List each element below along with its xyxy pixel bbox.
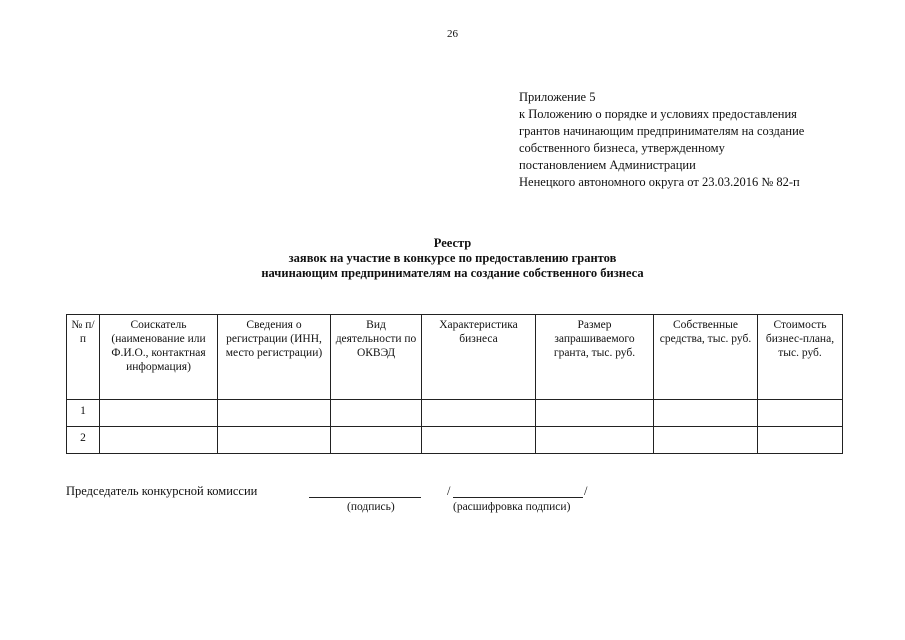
table-cell bbox=[331, 400, 422, 427]
signature-decoding-line bbox=[453, 496, 583, 498]
header-business-plan-cost: Стоимость бизнес-плана, тыс. руб. bbox=[758, 315, 843, 400]
appendix-line: к Положению о порядке и условиях предоставления bbox=[519, 107, 797, 121]
appendix-line: собственного бизнеса, утвержденному bbox=[519, 141, 725, 155]
table-row bbox=[67, 400, 843, 427]
table-cell bbox=[536, 400, 654, 427]
appendix-line: постановлением Администрации bbox=[519, 158, 696, 172]
header-applicant: Соискатель (наименование или Ф.И.О., контактная информация) bbox=[100, 315, 218, 400]
table-cell: 2 bbox=[67, 427, 100, 454]
title-line: Реестр bbox=[433, 236, 472, 250]
registry-table bbox=[66, 314, 843, 454]
table-cell bbox=[422, 427, 536, 454]
appendix-line: Приложение 5 bbox=[519, 90, 596, 104]
page-number: 26 bbox=[447, 28, 458, 40]
table-cell bbox=[100, 427, 218, 454]
header-grant-amount: Размер запрашиваемого гранта, тыс. руб. bbox=[536, 315, 654, 400]
table-row bbox=[67, 427, 843, 454]
signature-label: Председатель конкурсной комиссии bbox=[66, 484, 258, 498]
title-line: заявок на участие в конкурсе по предоставлению грантов bbox=[288, 251, 617, 265]
header-registration: Сведения о регистрации (ИНН, место регистрации) bbox=[218, 315, 331, 400]
header-own-funds: Собственные средства, тыс. руб. bbox=[654, 315, 758, 400]
table-cell bbox=[218, 400, 331, 427]
signature-caption: (подпись) bbox=[347, 501, 395, 513]
slash-open: / bbox=[447, 484, 451, 498]
table-header-row bbox=[67, 315, 843, 400]
table-cell bbox=[654, 400, 758, 427]
table-cell bbox=[758, 400, 843, 427]
table-cell bbox=[536, 427, 654, 454]
appendix-line: Ненецкого автономного округа от 23.03.2016 № 82-п bbox=[519, 175, 800, 189]
table-cell bbox=[100, 400, 218, 427]
slash-close: / bbox=[584, 484, 588, 498]
table-cell: 1 bbox=[67, 400, 100, 427]
table-cell bbox=[422, 400, 536, 427]
decoding-caption: (расшифровка подписи) bbox=[453, 501, 571, 513]
appendix-note bbox=[519, 89, 859, 191]
header-business-description: Характеристика бизнеса bbox=[422, 315, 536, 400]
table-cell bbox=[218, 427, 331, 454]
document-title bbox=[0, 236, 905, 281]
signature-block bbox=[66, 484, 666, 524]
table-cell bbox=[331, 427, 422, 454]
signature-line bbox=[309, 496, 421, 498]
header-number: № п/п bbox=[67, 315, 100, 400]
appendix-line: грантов начинающим предпринимателям на создание bbox=[519, 124, 805, 138]
title-line: начинающим предпринимателям на создание собственного бизнеса bbox=[261, 266, 644, 280]
table-cell bbox=[654, 427, 758, 454]
table-cell bbox=[758, 427, 843, 454]
header-activity: Вид деятельности по ОКВЭД bbox=[331, 315, 422, 400]
